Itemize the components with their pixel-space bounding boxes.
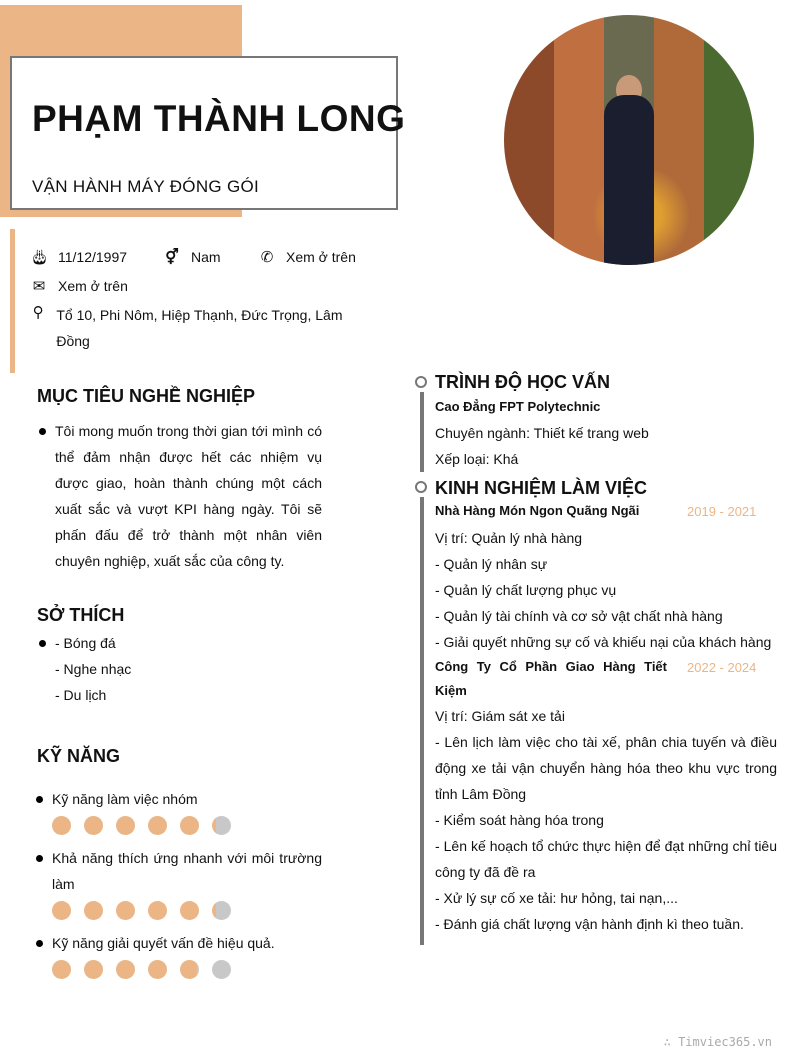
skill-rating [52,901,322,920]
job-detail: - Lên kế hoạch tổ chức thực hiện để đạt những chỉ tiêu công ty đã đề ra [435,838,777,880]
job-dates: 2022 - 2024 [687,660,757,675]
rating-dot [212,960,231,979]
cake-icon: 🎂︎ [30,249,50,266]
timeline-circle-icon [415,481,427,493]
rating-dot [84,816,103,835]
rating-dot [180,901,199,920]
experience-section [435,499,777,937]
rating-dot [116,901,135,920]
skill-item [36,845,322,920]
education-grade: Xếp loại: Khá [435,451,519,467]
candidate-name: PHẠM THÀNH LONG [32,98,406,139]
skill-name: Kỹ năng làm việc nhóm [52,786,322,812]
profile-photo [504,15,754,265]
email [30,277,128,295]
gender-icon: ⚥ [165,249,179,266]
job-detail: - Quản lý tài chính và cơ sở vật chất nhà hàng [435,608,723,624]
hobby-item: - Nghe nhạc [55,661,132,677]
phone [258,248,356,266]
job-detail: - Quản lý nhân sự [435,556,548,572]
rating-dot [52,901,71,920]
job-detail: - Xử lý sự cố xe tải: hư hỏng, tai nạn,... [435,890,678,906]
skill-rating [52,960,322,979]
job-position: Vị trí: Giám sát xe tải [435,708,565,724]
gender [163,248,221,266]
rating-dot [148,816,167,835]
envelope-icon: ✉ [32,278,46,295]
rating-dot [180,816,199,835]
school-name: Cao Đẳng FPT Polytechnic [435,399,601,414]
rating-dot [148,901,167,920]
phone-text: Xem ở trên [286,249,356,265]
rating-dot [212,816,231,835]
skills-title: KỸ NĂNG [37,746,121,766]
email-text: Xem ở trên [58,278,128,294]
job-detail: - Đánh giá chất lượng vận hành định kì theo tuần. [435,916,744,932]
rating-dot [116,816,135,835]
job-position: Vị trí: Quản lý nhà hàng [435,530,583,546]
birthday [30,248,127,266]
job-entry [435,499,777,655]
timeline-circle-icon [415,376,427,388]
rating-dot [84,901,103,920]
job-title: VẬN HÀNH MÁY ĐÓNG GÓI [32,177,260,196]
rating-dot [52,960,71,979]
birthday-text: 11/12/1997 [58,249,128,265]
timeline-line [420,497,424,945]
gender-text: Nam [191,249,221,265]
job-detail: - Lên lịch làm việc cho tài xế, phân chia tuyến và điều động xe tải vận chuyển hàng hóa theo khu vực trong tỉnh Lâm Đồng [435,734,777,802]
education-major: Chuyên ngành: Thiết kế trang web [435,425,649,441]
company-name: Nhà Hàng Món Ngon Quãng Ngãi [435,503,640,518]
address-text: Tổ 10, Phi Nôm, Hiệp Thạnh, Đức Trọng, Lâm Đồng [56,307,343,349]
rating-dot [52,816,71,835]
skill-rating [52,816,322,835]
skill-item [36,930,322,979]
rating-dot [84,960,103,979]
hobbies-title: SỞ THÍCH [37,605,125,625]
job-detail: - Quản lý chất lượng phục vụ [435,582,617,598]
rating-dot [148,960,167,979]
skill-item [36,786,322,835]
rating-dot [212,901,231,920]
timeline-line [420,392,424,472]
experience-title: KINH NGHIỆM LÀM VIỆC [435,478,648,498]
map-pin-icon: ⚲ [32,304,44,321]
objective-title: MỤC TIÊU NGHỀ NGHIỆP [37,386,256,406]
objective-text: Tôi mong muốn trong thời gian tới mình có thể đảm nhận được hết các nhiệm vụ được giao, hoàn thành chúng một cách xuất sắc và vượt KPI hàng ngày. Tôi sẽ phấn đấu để trở thành một nhân viên chuyên nghiệp, xuất sắc của công ty. [55,418,322,574]
rating-dot [180,960,199,979]
watermark: ∴ Timviec365.vn [663,1035,772,1049]
job-entry [435,655,777,937]
address [30,303,350,354]
education-title: TRÌNH ĐỘ HỌC VẤN [435,372,610,392]
contact-accent-bar [10,229,15,373]
education-section [435,394,777,472]
job-detail: - Kiểm soát hàng hóa trong [435,812,604,828]
rating-dot [116,960,135,979]
skill-name: Kỹ năng giải quyết vấn đề hiệu quả. [52,930,322,956]
phone-icon: ✆ [260,249,274,266]
skills-list [36,786,322,989]
job-dates: 2019 - 2021 [687,504,757,519]
hobby-item: - Bóng đá [55,630,131,656]
company-name: Công Ty Cổ Phần Giao Hàng Tiết Kiệm [435,659,667,698]
hobbies-list [55,630,131,708]
job-detail: - Giải quyết những sự cố và khiếu nại của khách hàng [435,634,772,650]
hobby-item: - Du lịch [55,687,107,703]
skill-name: Khả năng thích ứng nhanh với môi trường làm [52,845,322,897]
name-box [10,56,406,210]
